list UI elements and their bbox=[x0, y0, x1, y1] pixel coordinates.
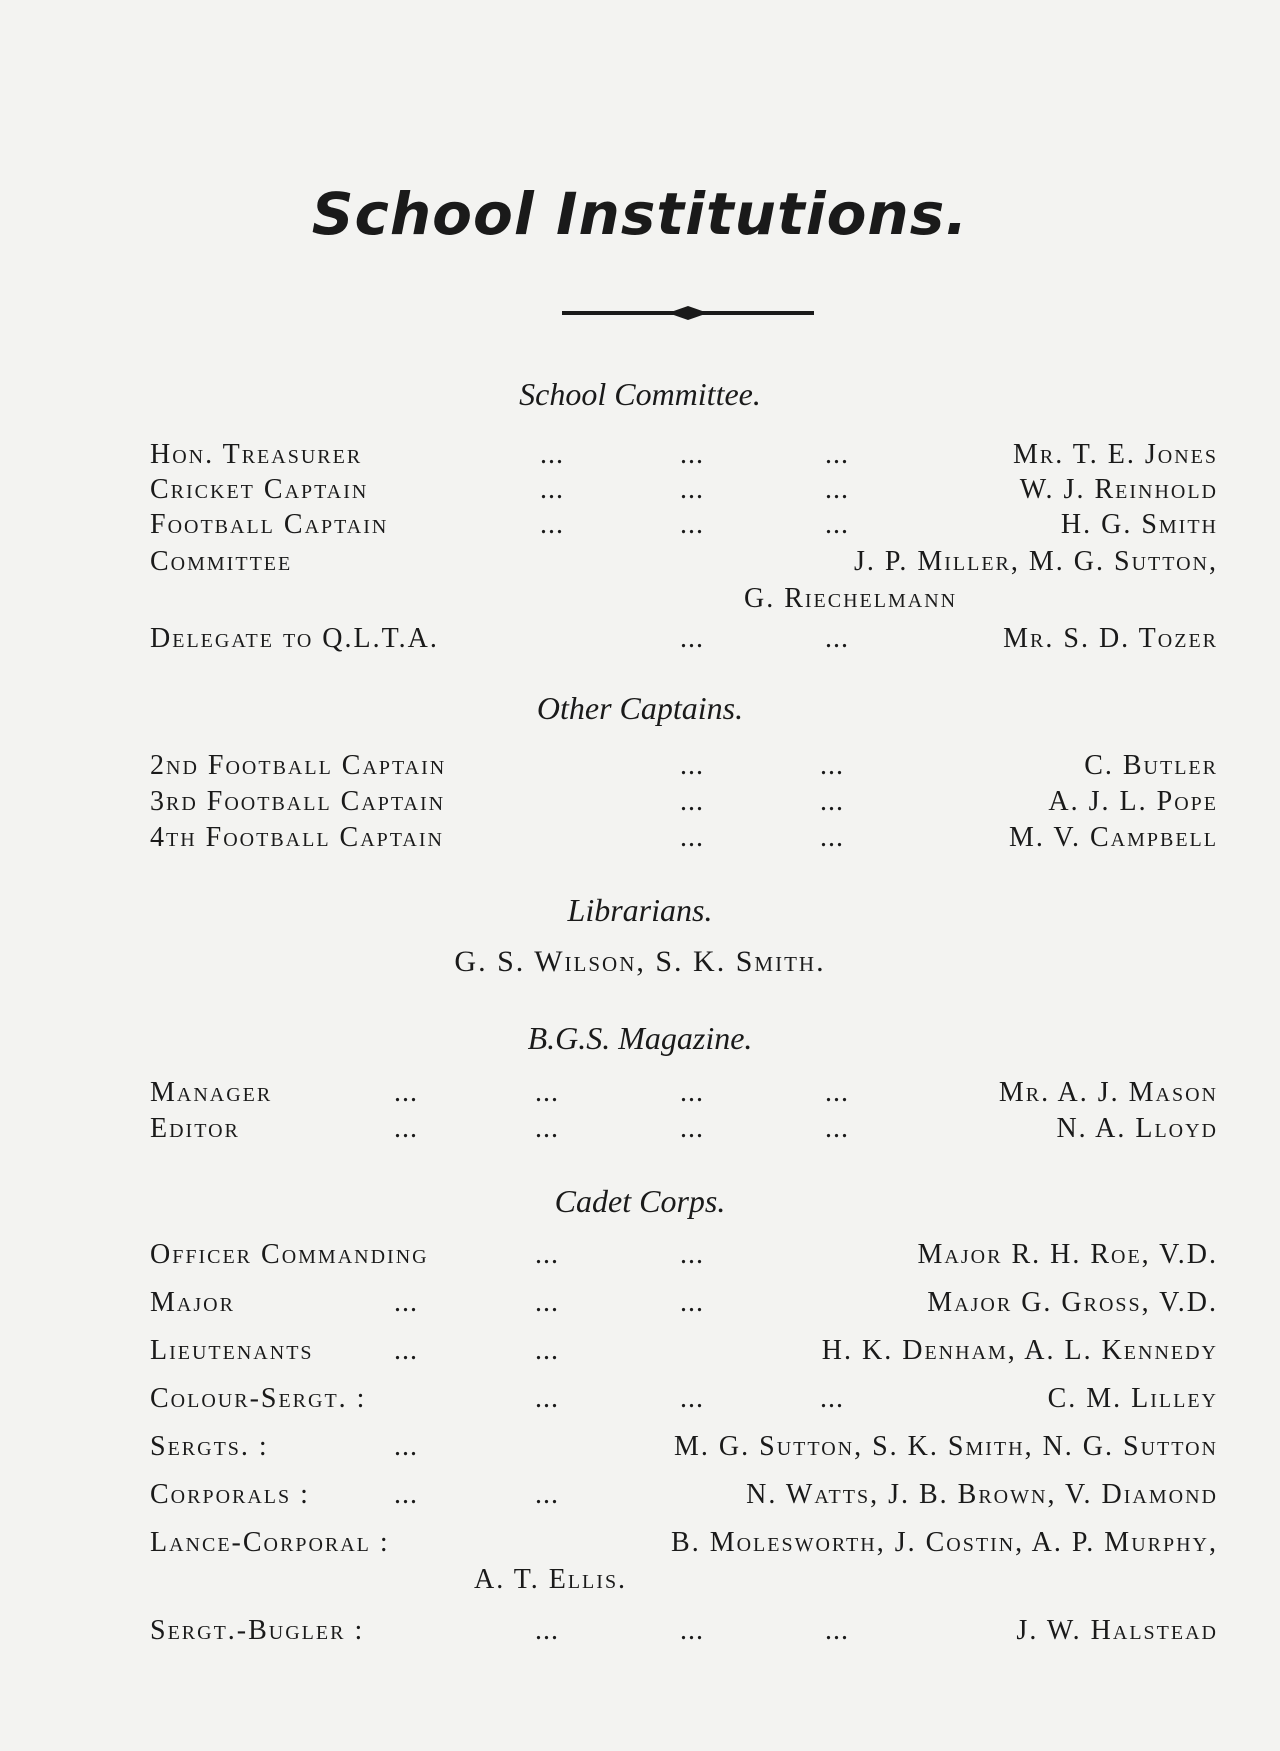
magazine-row bbox=[150, 1110, 1218, 1148]
leader-dots: ... bbox=[535, 1383, 559, 1414]
leader-dots: ... bbox=[540, 439, 564, 470]
row-label: Football Captain bbox=[150, 509, 389, 540]
row-value: C. Butler bbox=[1084, 750, 1218, 781]
captain-row bbox=[150, 819, 1218, 857]
row-label: Delegate to Q.L.T.A. bbox=[150, 623, 439, 654]
leader-dots: ... bbox=[535, 1479, 559, 1510]
row-label: Manager bbox=[150, 1077, 273, 1108]
row-value: N. Watts, J. B. Brown, V. Diamond bbox=[746, 1479, 1218, 1510]
leader-dots: ... bbox=[680, 786, 704, 817]
row-label: 3rd Football Captain bbox=[150, 786, 446, 817]
leader-dots: ... bbox=[820, 822, 844, 853]
leader-dots: ... bbox=[825, 509, 849, 540]
leader-dots: ... bbox=[535, 1335, 559, 1366]
cadet-row bbox=[150, 1236, 1218, 1274]
leader-dots: ... bbox=[680, 750, 704, 781]
leader-dots: ... bbox=[535, 1113, 559, 1144]
row-value: Major G. Gross, V.D. bbox=[927, 1287, 1218, 1318]
committee-row bbox=[150, 506, 1218, 544]
row-value: Mr. S. D. Tozer bbox=[1003, 623, 1218, 654]
row-value: H. K. Denham, A. L. Kennedy bbox=[821, 1335, 1218, 1366]
leader-dots: ... bbox=[825, 1113, 849, 1144]
leader-dots: ... bbox=[820, 786, 844, 817]
leader-dots: ... bbox=[535, 1077, 559, 1108]
cadet-row bbox=[150, 1524, 1218, 1562]
leader-dots: ... bbox=[680, 1239, 704, 1270]
row-label: 4th Football Captain bbox=[150, 822, 444, 853]
school-committee-heading: School Committee. bbox=[519, 376, 761, 412]
cadet-row bbox=[150, 1332, 1218, 1370]
row-value: H. G. Smith bbox=[1060, 509, 1218, 540]
leader-dots: ... bbox=[535, 1615, 559, 1646]
leader-dots: ... bbox=[825, 1615, 849, 1646]
other-captains-heading: Other Captains. bbox=[536, 690, 744, 726]
cadet-row bbox=[150, 1380, 1218, 1418]
leader-dots: ... bbox=[825, 474, 849, 505]
ornamental-rule bbox=[562, 304, 814, 322]
leader-dots: ... bbox=[394, 1077, 418, 1108]
cadet-row bbox=[150, 1284, 1218, 1322]
row-label: Lieutenants bbox=[150, 1335, 314, 1366]
cadet-corps-heading: Cadet Corps. bbox=[554, 1183, 726, 1219]
cadet-row bbox=[150, 1428, 1218, 1466]
leader-dots: ... bbox=[394, 1113, 418, 1144]
row-value: C. M. Lilley bbox=[1047, 1383, 1218, 1414]
captain-row bbox=[150, 783, 1218, 821]
page-title: School Institutions. bbox=[311, 180, 969, 248]
leader-dots: ... bbox=[680, 1615, 704, 1646]
cadet-row bbox=[150, 1476, 1218, 1514]
row-label: Hon. Treasurer bbox=[150, 439, 363, 470]
row-label: Sergts. : bbox=[150, 1431, 269, 1462]
leader-dots: ... bbox=[680, 822, 704, 853]
row-label: Sergt.-Bugler : bbox=[150, 1615, 365, 1646]
leader-dots: ... bbox=[825, 439, 849, 470]
leader-dots: ... bbox=[394, 1335, 418, 1366]
leader-dots: ... bbox=[680, 474, 704, 505]
row-label: Corporals : bbox=[150, 1479, 310, 1510]
row-value: W. J. Reinhold bbox=[1019, 474, 1218, 505]
committee-row bbox=[150, 471, 1218, 509]
leader-dots: ... bbox=[680, 623, 704, 654]
row-value: Mr. A. J. Mason bbox=[998, 1077, 1218, 1108]
leader-dots: ... bbox=[825, 623, 849, 654]
row-label: Committee bbox=[150, 546, 293, 577]
row-label: Colour-Sergt. : bbox=[150, 1383, 367, 1414]
leader-dots: ... bbox=[680, 1383, 704, 1414]
leader-dots: ... bbox=[680, 1113, 704, 1144]
row-label: Editor bbox=[150, 1113, 240, 1144]
magazine-heading: B.G.S. Magazine. bbox=[527, 1020, 753, 1056]
row-label: Major bbox=[150, 1287, 235, 1318]
row-label: Officer Commanding bbox=[150, 1239, 429, 1270]
row-value: M. G. Sutton, S. K. Smith, N. G. Sutton bbox=[674, 1431, 1218, 1462]
row-value: N. A. Lloyd bbox=[1056, 1113, 1218, 1144]
leader-dots: ... bbox=[535, 1239, 559, 1270]
leader-dots: ... bbox=[394, 1479, 418, 1510]
committee-row bbox=[150, 436, 1218, 474]
row-value: B. Molesworth, J. Costin, A. P. Murphy, bbox=[671, 1527, 1218, 1558]
leader-dots: ... bbox=[680, 1287, 704, 1318]
row-value: J. W. Halstead bbox=[1016, 1615, 1218, 1646]
committee-row bbox=[150, 620, 1218, 658]
leader-dots: ... bbox=[680, 509, 704, 540]
magazine-row bbox=[150, 1074, 1218, 1112]
librarians-names: G. S. Wilson, S. K. Smith. bbox=[454, 945, 826, 978]
leader-dots: ... bbox=[540, 474, 564, 505]
committee-row bbox=[150, 543, 1218, 581]
librarians-heading: Librarians. bbox=[567, 892, 713, 928]
row-value-continued: G. Riechelmann bbox=[744, 583, 958, 614]
row-label: Cricket Captain bbox=[150, 474, 369, 505]
captain-row bbox=[150, 747, 1218, 785]
row-value: J. P. Miller, M. G. Sutton, bbox=[853, 546, 1218, 577]
leader-dots: ... bbox=[535, 1287, 559, 1318]
leader-dots: ... bbox=[820, 1383, 844, 1414]
row-value: M. V. Campbell bbox=[1008, 822, 1218, 853]
leader-dots: ... bbox=[825, 1077, 849, 1108]
leader-dots: ... bbox=[680, 1077, 704, 1108]
leader-dots: ... bbox=[394, 1287, 418, 1318]
row-label: 2nd Football Captain bbox=[150, 750, 447, 781]
row-value-continued: A. T. Ellis. bbox=[474, 1564, 628, 1595]
leader-dots: ... bbox=[820, 750, 844, 781]
row-value: Major R. H. Roe, V.D. bbox=[917, 1239, 1218, 1270]
row-value: Mr. T. E. Jones bbox=[1013, 439, 1218, 470]
cadet-row bbox=[150, 1612, 1218, 1650]
leader-dots: ... bbox=[680, 439, 704, 470]
leader-dots: ... bbox=[394, 1431, 418, 1462]
row-value: A. J. L. Pope bbox=[1048, 786, 1218, 817]
leader-dots: ... bbox=[540, 509, 564, 540]
row-label: Lance-Corporal : bbox=[150, 1527, 390, 1558]
